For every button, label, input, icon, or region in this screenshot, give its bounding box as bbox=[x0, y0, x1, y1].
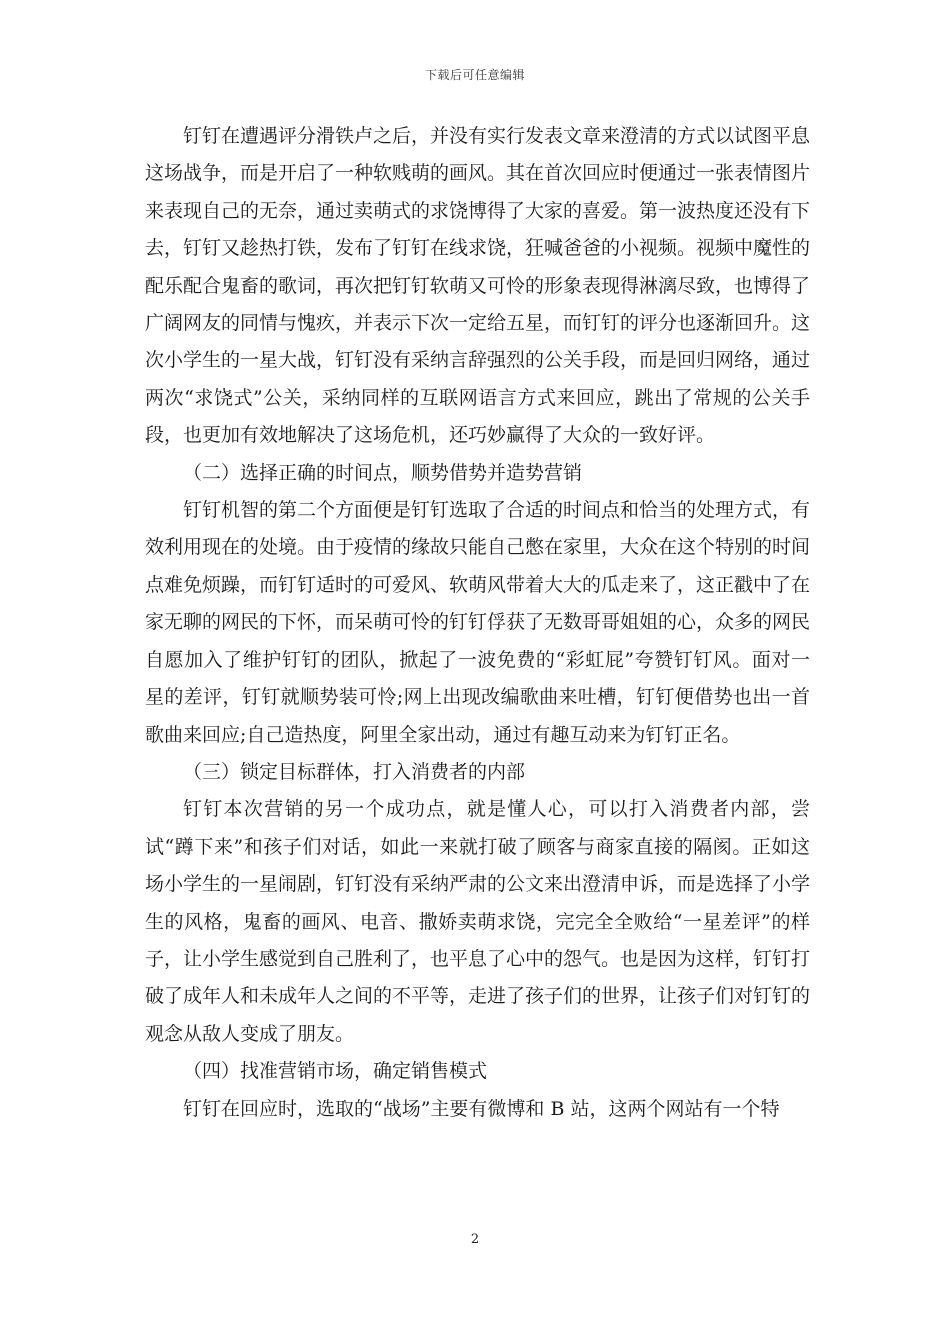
paragraph: 钉钉本次营销的另一个成功点，就是懂人心，可以打入消费者内部，尝试“蹲下来”和孩子们对话，如此一来就打破了顾客与商家直接的隔阂。正如这场小学生的一星闹剧，钉钉没有采纳严肃的公文来出澄清申诉，而是选择了小学生的风格，鬼畜的画风、电音、撒娇卖萌求饶，完完全全败给“一星差评”的样子，让小学生感觉到自己胜利了，也平息了心中的怨气。也是因为这样，钉钉打破了成年人和未成年人之间的不平等，走进了孩子们的世界，让孩子们对钉钉的观念从敌人变成了朋友。 bbox=[145, 798, 811, 1045]
section-heading: （三）锁定目标群体，打入消费者的内部 bbox=[183, 760, 526, 783]
paragraph: 钉钉在遭遇评分滑铁卢之后，并没有实行发表文章来澄清的方式以试图平息这场战争，而是开启了一种软贱萌的画风。其在首次回应时便通过一张表情图片来表现自己的无奈，通过卖萌式的求饶博得了大家的喜爱。第一波热度还没有下去，钉钉又趁热打铁，发布了钉钉在线求饶，狂喊爸爸的小视频。视频中魔性的配乐配合鬼畜的歌词，再次把钉钉软萌又可怜的形象表现得淋漓尽致，也博得了广阔网友的同情与愧疚，并表示下次一定给五星，而钉钉的评分也逐渐回升。这次小学生的一星大战，钉钉没有采纳言辞强烈的公关手段，而是回归网络，通过两次“求饶式”公关，采纳同样的互联网语言方式来回应，跳出了常规的公关手段，也更加有效地解决了这场危机，还巧妙赢得了大众的一致好评。 bbox=[145, 125, 811, 447]
section-heading: （二）选择正确的时间点，顺势借势并造势营销 bbox=[183, 461, 583, 484]
page-number: 2 bbox=[470, 1232, 480, 1247]
paragraph: 钉钉机智的第二个方面便是钉钉选取了合适的时间点和恰当的处理方式，有效利用现在的处境。由于疫情的缘故只能自己憋在家里，大众在这个特别的时间点难免烦躁，而钉钉适时的可爱风、软萌风带着大大的瓜走来了，这正戳中了在家无聊的网民的下怀，而呆萌可怜的钉钉俘获了无数哥哥姐姐的心，众多的网民自愿加入了维护钉钉的团队，掀起了一波免费的“彩虹屁”夸赞钉钉风。面对一星的差评，钉钉就顺势装可怜;网上出现改编歌曲来吐槽，钉钉便借势也出一首歌曲来回应;自己造热度，阿里全家出动，通过有趣互动来为钉钉正名。 bbox=[145, 499, 811, 746]
body-text bbox=[145, 118, 810, 1128]
section-heading: （四）找准营销市场，确定销售模式 bbox=[183, 1060, 488, 1083]
paragraph: 钉钉在回应时，选取的“战场”主要有微博和 B 站，这两个网站有一个特 bbox=[183, 1097, 780, 1120]
running-header: 下载后可任意编辑 bbox=[424, 68, 525, 82]
